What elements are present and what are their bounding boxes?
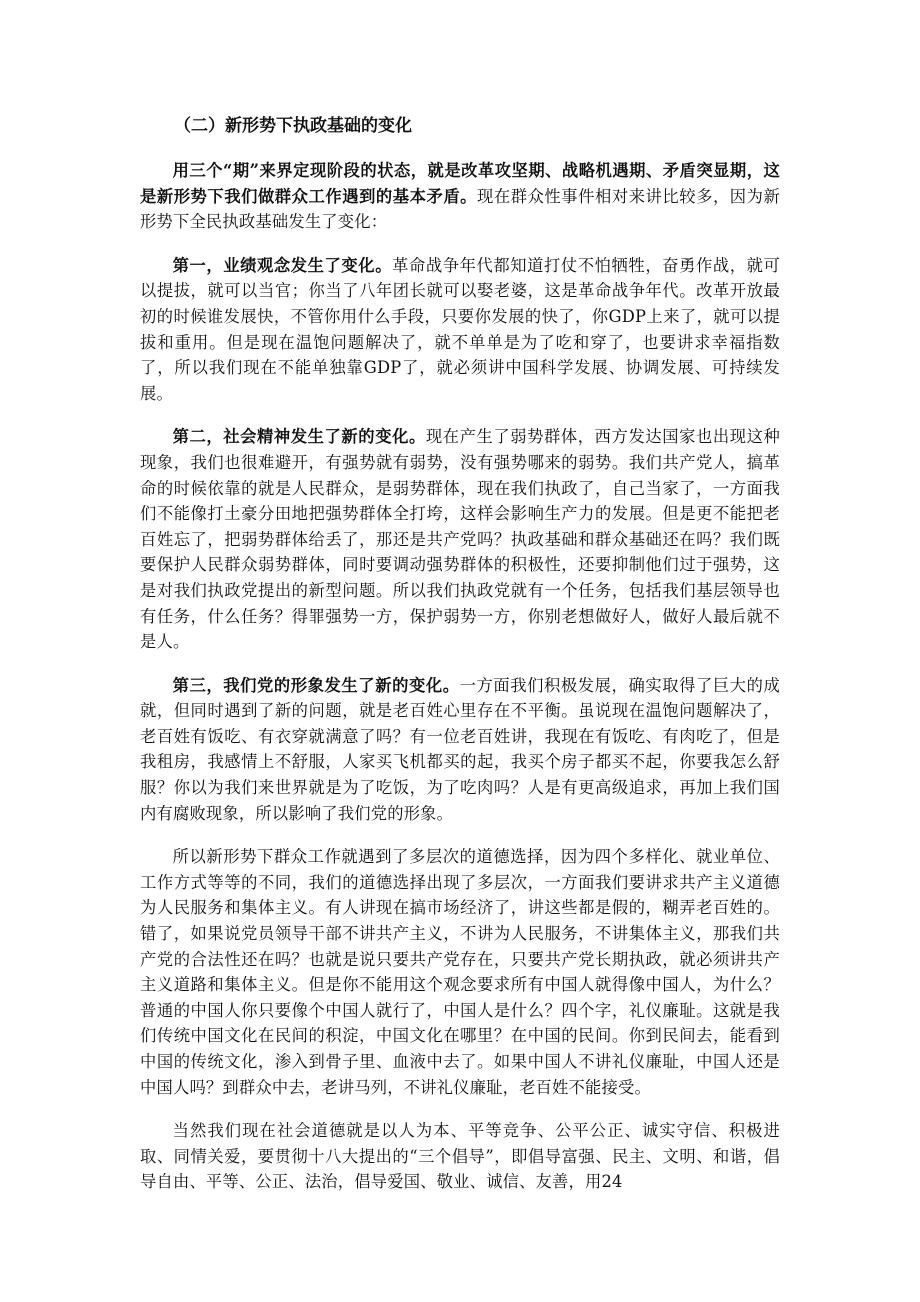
- paragraph-body: 现在产生了弱势群体，西方发达国家也出现这种现象，我们也很难避开，有强势就有弱势，没有强势哪来的弱势。我们共产党人，搞革命的时候依靠的就是人民群众，是弱势群体，现在我们执政了，自己当家了，一方面我们不能像打土豪分田地把强势群体全打垮，这样会影响生产力的发展。但是更不能把老百姓忘了，把弱势群体给丢了，那还是共产党吗？执政基础和群众基础还在吗？我们既要保护人民群众弱势群体，同时要调动强势群体的积极性，还要抑制他们过于强势，这是对我们执政党提出的新型问题。所以我们执政党就有一个任务，包括我们基层领导也有任务，什么任务？得罪强势一方，保护弱势一方，你别老想做好人，做好人最后就不是人。: [140, 427, 780, 652]
- paragraph-first-change: [140, 253, 780, 407]
- paragraph-body: 当然我们现在社会道德就是以人为本、平等竞争、公平公正、诚实守信、积极进取、同情关爱，要贯彻十八大提出的“三个倡导”，即倡导富强、民主、文明、和谐，倡导自由、平等、公正、法治，倡导爱国、敬业、诚信、友善，用24: [140, 1121, 780, 1192]
- paragraph-lead: 第二，社会精神发生了新的变化。: [172, 427, 426, 447]
- paragraph-lead: 用三个“期”来界定现阶段的状态，就是改革攻坚期、战略机遇期、矛盾突显期，这是新形势下我们做群众工作遇到的基本矛盾。: [140, 161, 780, 206]
- paragraph-intro: [140, 158, 780, 235]
- paragraph-social-morality: [140, 1118, 780, 1195]
- paragraph-second-change: [140, 424, 780, 654]
- paragraph-third-change: [140, 673, 780, 827]
- section-heading: （二）新形势下执政基础的变化: [174, 116, 412, 136]
- paragraph-lead: 第一，业绩观念发生了变化。: [172, 255, 393, 275]
- paragraph-body: 现在群众性事件相对来讲比较多，因为新形势下全民执政基础发生了变化：: [140, 186, 780, 232]
- paragraph-body: 一方面我们积极发展，确实取得了巨大的成就，但同时遇到了新的问题，就是老百姓心里存在不平衡。虽说现在温饱问题解决了，老百姓有饭吃、有衣穿就满意了吗？有一位老百姓讲，我现在有饭吃、有肉吃了，但是我租房，我感情上不舒服，人家买飞机都买的起，我买个房子都买不起，你要我怎么舒服？你以为我们来世界就是为了吃饭，为了吃肉吗？人是有更高级追求，再加上我们国内有腐败现象，所以影响了我们党的形象。: [140, 675, 780, 823]
- paragraph-lead: 第三，我们党的形象发生了新的变化。: [172, 675, 460, 695]
- paragraph-body: 革命战争年代都知道打仗不怕牺牲，奋勇作战，就可以提拔，就可以当官；你当了八年团长就可以娶老婆，这是革命战争年代。改革开放最初的时候谁发展快，不管你用什么手段，只要你发展的快了，你GDP上来了，就可以提拔和重用。但是现在温饱问题解决了，就不单单是为了吃和穿了，也要讲求幸福指数了，所以我们现在不能单独靠GDP了，就必须讲中国科学发展、协调发展、可持续发展。: [140, 255, 780, 403]
- document-page: [140, 100, 780, 1213]
- paragraph-moral-choice: [140, 844, 780, 1100]
- paragraph-body: 所以新形势下群众工作就遇到了多层次的道德选择，因为四个多样化、就业单位、工作方式等等的不同，我们的道德选择出现了多层次，一方面我们要讲求共产主义道德为人民服务和集体主义。有人讲现在搞市场经济了，讲这些都是假的，糊弄老百姓的。错了，如果说党员领导干部不讲共产主义，不讲为人民服务，不讲集体主义，那我们共产党的合法性还在吗？也就是说只要共产党存在，只要共产党长期执政，就必须讲共产主义道路和集体主义。但是你不能用这个观念要求所有中国人就得像中国人，为什么？普通的中国人你只要像个中国人就行了，中国人是什么？四个字，礼仪廉耻。这就是我们传统中国文化在民间的积淀，中国文化在哪里？在中国的民间。你到民间去，能看到中国的传统文化，渗入到骨子里、血液中去了。如果中国人不讲礼仪廉耻，中国人还是中国人吗？到群众中去，老讲马列，不讲礼仪廉耻，老百姓不能接受。: [140, 847, 780, 1097]
